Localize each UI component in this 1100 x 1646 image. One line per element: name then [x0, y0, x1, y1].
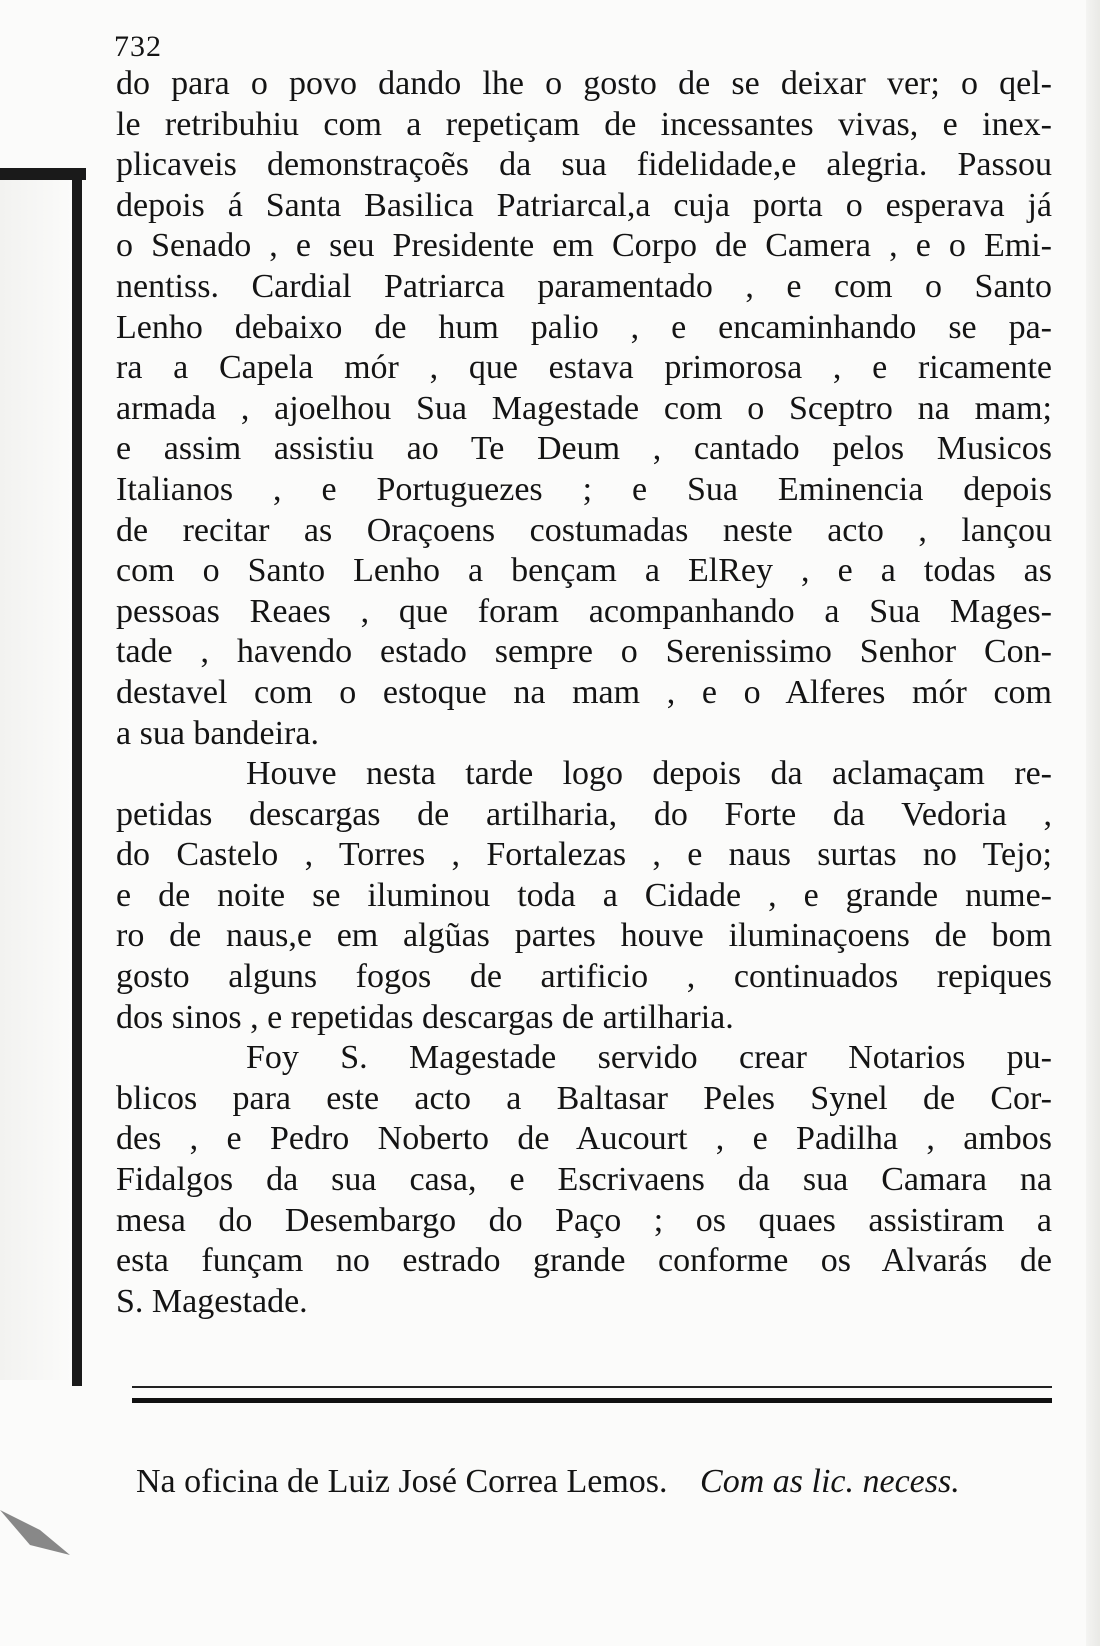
ink-smudge	[0, 1500, 150, 1560]
text-line: plicaveis demonstraçoẽs da sua fidelidade,e alegria. Passou	[116, 146, 1052, 184]
text-line: S. Magestade.	[116, 1282, 308, 1320]
separator-rule	[132, 1386, 1052, 1388]
text-line: de recitar as Oraçoens costumadas neste acto , lançou	[116, 511, 1052, 549]
text-line: petidas descargas de artilharia, do Forte da Vedoria ,	[116, 795, 1052, 833]
text-line: ra a Capela mór , que estava primorosa , e ricamente	[116, 349, 1052, 387]
text-line: Italianos , e Portuguezes ; e Sua Eminencia depois	[116, 470, 1052, 508]
text-line: ro de naus,e em algũas partes houve iluminaçoens de bom	[116, 917, 1052, 955]
text-line: mesa do Desembargo do Paço ; os quaes assistiram a	[116, 1201, 1052, 1239]
page-number: 732	[114, 30, 162, 63]
text-line: com o Santo Lenho a bençam a ElRey , e a todas as	[116, 552, 1052, 590]
text-line: destavel com o estoque na mam , e o Alferes mór com	[116, 673, 1052, 711]
separator-rule-thick	[132, 1398, 1052, 1403]
text-line: Lenho debaixo de hum palio , e encaminhando se pa-	[116, 308, 1052, 346]
imprint-license: Com as lic. necess.	[700, 1463, 960, 1500]
text-line: dos sinos , e repetidas descargas de artilharia.	[116, 998, 734, 1036]
binding-edge	[72, 176, 82, 1386]
text-line: a sua bandeira.	[116, 714, 319, 752]
text-line: tade , havendo estado sempre o Serenissimo Senhor Con-	[116, 633, 1052, 671]
text-line: do Castelo , Torres , Fortalezas , e naus surtas no Tejo;	[116, 836, 1052, 874]
text-line: Fidalgos da sua casa, e Escrivaens da sua Camara na	[116, 1161, 1052, 1199]
text-line: gosto alguns fogos de artificio , continuados repiques	[116, 958, 1052, 996]
text-line: armada , ajoelhou Sua Magestade com o Sceptro na mam;	[116, 389, 1052, 427]
text-line: o Senado , e seu Presidente em Corpo de Camera , e o Emi-	[116, 227, 1052, 265]
text-line: blicos para este acto a Baltasar Peles Synel de Cor-	[116, 1079, 1052, 1117]
printer-imprint	[136, 1462, 1056, 1502]
text-line: Foy S. Magestade servido crear Notarios pu-	[246, 1039, 1052, 1077]
text-line: des , e Pedro Noberto de Aucourt , e Padilha , ambos	[116, 1120, 1052, 1158]
text-line: Houve nesta tarde logo depois da aclamaçam re-	[246, 755, 1052, 793]
text-line: le retribuhiu com a repetiçam de incessantes vivas, e inex-	[116, 105, 1052, 143]
text-line: depois á Santa Basilica Patriarcal,a cuja porta o esperava já	[116, 186, 1052, 224]
imprint-text: Na oficina de Luiz José Correa Lemos.	[136, 1463, 668, 1500]
body-text	[116, 64, 1052, 1322]
text-line: nentiss. Cardial Patriarca paramentado , e com o Santo	[116, 267, 1052, 305]
text-line: esta funçam no estrado grande conforme os Alvarás de	[116, 1242, 1052, 1280]
text-line: do para o povo dando lhe o gosto de se deixar ver; o qel-	[116, 65, 1052, 102]
text-line: pessoas Reaes , que foram acompanhando a Sua Mages-	[116, 592, 1052, 630]
page-edge	[1086, 0, 1100, 1646]
binding-shadow	[0, 180, 72, 1380]
text-line: e assim assistiu ao Te Deum , cantado pelos Musicos	[116, 430, 1052, 468]
text-line: e de noite se iluminou toda a Cidade , e grande nume-	[116, 876, 1052, 914]
